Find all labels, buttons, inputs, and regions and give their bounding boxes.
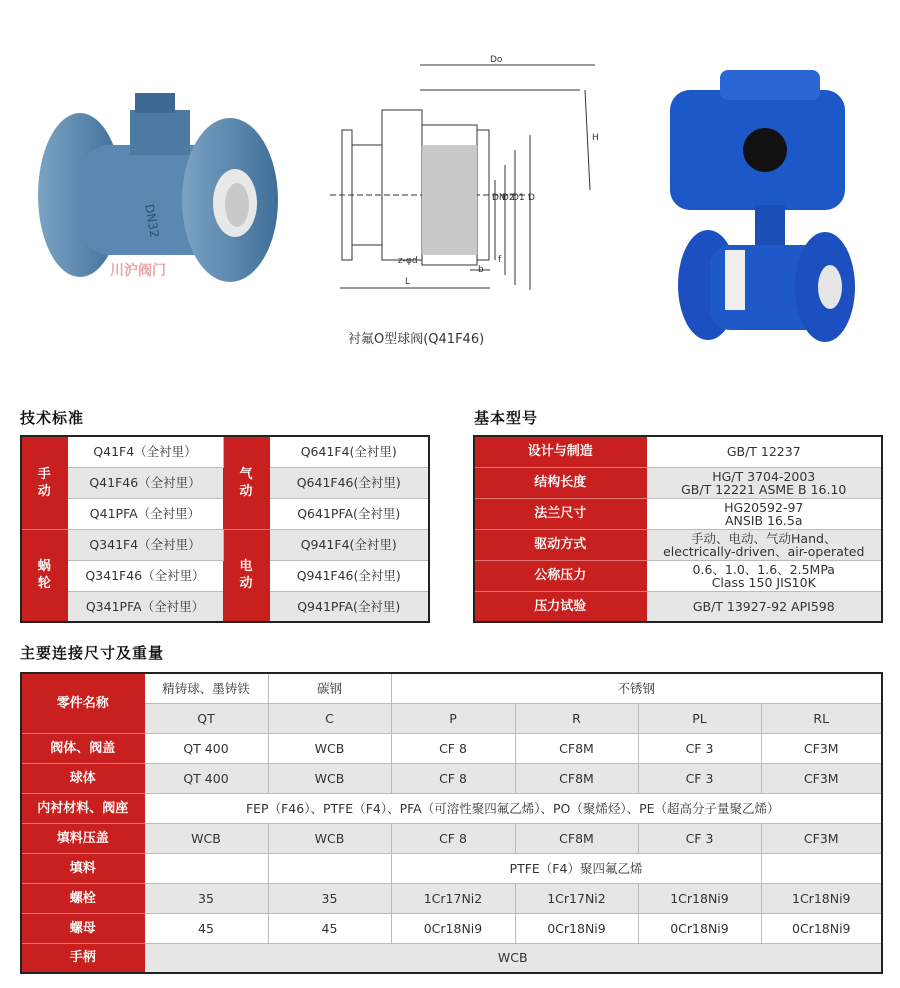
dim-h: H [592,133,599,143]
watermark: 川沪阀门 [110,263,166,279]
material-cell: FEP（F46）、PTFE（F4）、PFA（可溶性聚四氟乙烯）、PO（聚烯烃）、PE（超高分子量聚乙烯） [144,793,882,823]
row-label: 填料 [21,853,144,883]
material-cell: 1Cr18Ni9 [638,883,761,913]
material-cell [144,853,268,883]
material-cell: CF 8 [391,733,515,763]
dim-l: L [405,277,411,287]
material-cell: CF3M [761,733,882,763]
row-label: 填料压盖 [21,823,144,853]
row-label: 球体 [21,763,144,793]
group-manual: 手 动 [21,436,67,529]
material-row [21,763,882,793]
value-line: electrically-driven、air-operated [663,543,865,559]
model-cell: Q341F4（全衬里） [67,529,223,560]
material-cell: WCB [268,763,391,793]
model-cell: Q941F46(全衬里) [269,560,429,591]
basic-model-title: 基本型号 [474,409,539,427]
row-label: 阀体、阀盖 [21,733,144,763]
row-label: 驱动方式 [474,529,646,560]
material-row [21,793,882,823]
value-line: GB/T 12237 [726,444,801,460]
material-cell: CF8M [515,733,638,763]
model-cell: Q341F46（全衬里） [67,560,223,591]
material-cell: CF8M [515,763,638,793]
basic-model-row [474,467,882,498]
material-cell: CF 8 [391,763,515,793]
dim-zd: z-φd [398,256,418,266]
row-label: 公称压力 [474,560,646,591]
material-row [21,823,882,853]
material-cell: CF 3 [638,763,761,793]
valve-drawing [330,50,620,295]
dim-b: b [478,265,484,275]
row-label: 法兰尺寸 [474,498,646,529]
row-value [646,436,882,467]
group-electric: 电 动 [223,529,269,622]
material-cell: 35 [268,883,391,913]
material-cell: WCB [268,823,391,853]
row-value [646,498,882,529]
material-cell: CF 3 [638,823,761,853]
row-label: 螺栓 [21,883,144,913]
material-cell: 0Cr18Ni9 [515,913,638,943]
electric-valve-photo [660,65,860,350]
svg-text:DN32: DN32 [142,203,162,239]
row-value [646,560,882,591]
dim-dn: DN [492,193,506,203]
value-line: HG/T 3704-2003 [712,468,816,484]
drawing-caption: 衬氟O型球阀(Q41F46) [348,332,485,347]
row-value [646,467,882,498]
basic-model-row [474,560,882,591]
model-cell: Q41F4（全衬里） [67,436,223,467]
model-cell: Q41PFA（全衬里） [67,498,223,529]
manual-valve-photo [30,85,290,305]
code-header: R [515,703,638,733]
material-cell: CF 8 [391,823,515,853]
material-row [21,733,882,763]
dim-d: D [528,193,535,203]
basic-model-table [473,435,883,623]
row-label: 手柄 [21,943,144,973]
group-pneumatic: 气 动 [223,436,269,529]
material-cell: 1Cr17Ni2 [515,883,638,913]
row-label: 螺母 [21,913,144,943]
material-cell: WCB [144,823,268,853]
model-cell: Q341PFA（全衬里） [67,591,223,622]
materials-table [20,672,883,974]
row-value [646,529,882,560]
tech-standard-table [20,435,430,623]
group-worm: 蜗 轮 [21,529,67,622]
material-cell: 1Cr17Ni2 [391,883,515,913]
material-cell: QT 400 [144,733,268,763]
value-line: HG20592-97 [724,499,804,515]
tech-standard-title: 技术标准 [20,409,85,427]
model-cell: Q641F4(全衬里) [269,436,429,467]
material-cell: CF3M [761,823,882,853]
material-cell [268,853,391,883]
material-cell: CF 3 [638,733,761,763]
row-label: 设计与制造 [474,436,646,467]
material-cell: CF3M [761,763,882,793]
model-cell: Q641F46(全衬里) [269,467,429,498]
group-header: 碳钢 [268,673,391,703]
dim-do: Do [490,55,503,65]
value-line: GB/T 13927-92 API598 [692,598,835,614]
model-cell: Q941F4(全衬里) [269,529,429,560]
row-label: 结构长度 [474,467,646,498]
value-line: 手动、电动、气动Hand、 [691,530,837,546]
row-label: 内衬材料、阀座 [21,793,144,823]
row-label: 压力试验 [474,591,646,622]
basic-model-row [474,498,882,529]
model-cell: Q941PFA(全衬里) [269,591,429,622]
dim-d1: D1 [512,193,525,203]
material-cell [761,853,882,883]
material-cell: WCB [144,943,882,973]
material-cell: 0Cr18Ni9 [761,913,882,943]
dim-d2: D2 [502,193,515,203]
material-cell: 0Cr18Ni9 [391,913,515,943]
basic-model-row [474,591,882,622]
code-header: QT [144,703,268,733]
code-header: C [268,703,391,733]
material-cell: 1Cr18Ni9 [761,883,882,913]
material-cell: 45 [144,913,268,943]
value-line: GB/T 12221 ASME B 16.10 [681,481,847,497]
material-cell: PTFE（F4）聚四氟乙烯 [391,853,761,883]
model-cell: Q641PFA(全衬里) [269,498,429,529]
material-cell: 0Cr18Ni9 [638,913,761,943]
code-header: P [391,703,515,733]
value-line: ANSIB 16.5a [724,512,803,528]
material-row [21,853,882,883]
material-cell: 35 [144,883,268,913]
code-header: PL [638,703,761,733]
material-row [21,913,882,943]
basic-model-row [474,436,882,467]
group-header: 精铸球、墨铸铁 [144,673,268,703]
group-header: 不锈钢 [391,673,882,703]
model-cell: Q41F46（全衬里） [67,467,223,498]
code-header: RL [761,703,882,733]
basic-model-row [474,529,882,560]
value-line: Class 150 JIS10K [711,574,816,590]
value-line: 0.6、1.0、1.6、2.5MPa [692,561,835,577]
row-value [646,591,882,622]
material-row [21,883,882,913]
materials-title: 主要连接尺寸及重量 [20,644,165,662]
material-row [21,943,882,973]
material-cell: 45 [268,913,391,943]
material-cell: WCB [268,733,391,763]
material-cell: CF8M [515,823,638,853]
material-cell: QT 400 [144,763,268,793]
dim-f: f [498,255,502,265]
head-label: 零件名称 [21,673,144,733]
